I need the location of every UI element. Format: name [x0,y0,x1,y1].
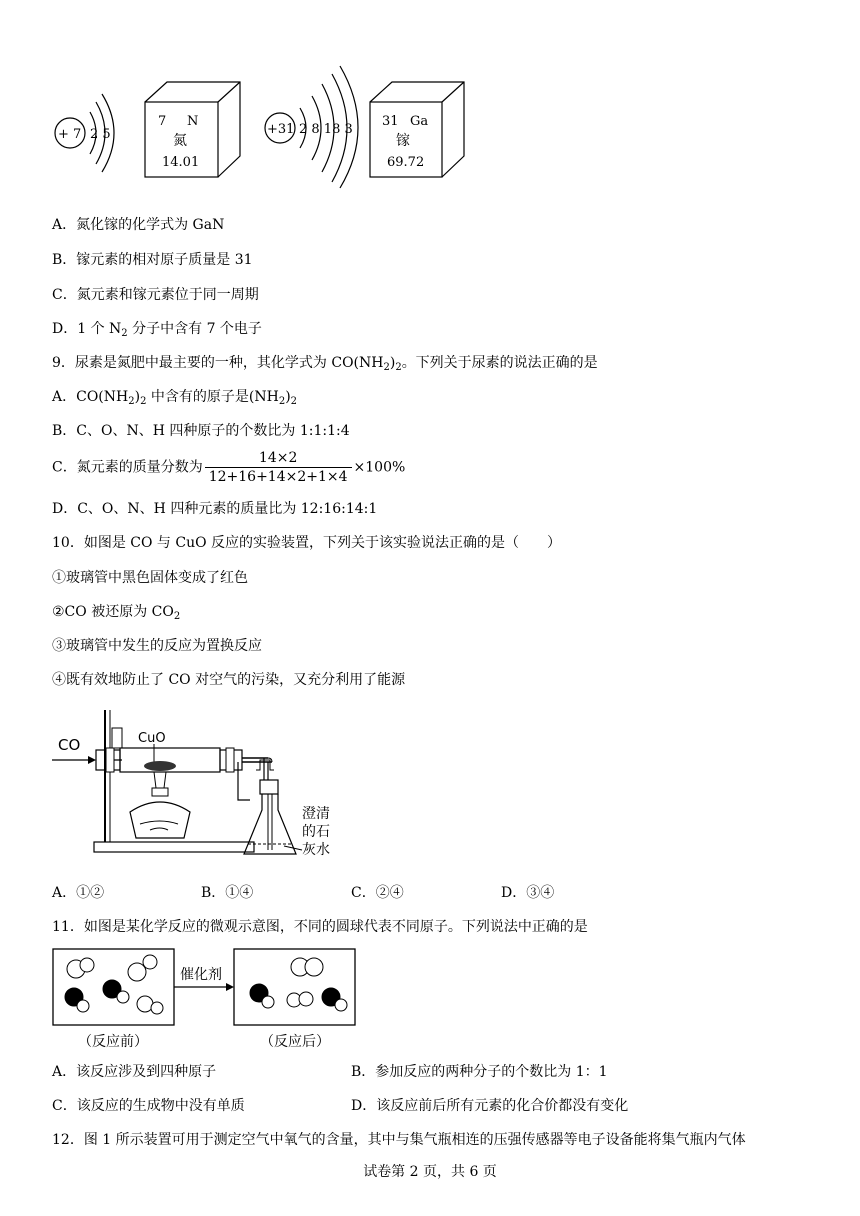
q12-stem: 12．图 1 所示装置可用于测定空气中氧气的含量，其中与集气瓶相连的压强传感器等电子设备能将集气瓶内气体 [52,1132,746,1148]
q9-option-c: C．氮元素的质量分数为 $\frac{14\times 2}{12+16+14\times 2+1\times 4}$ ×100% [52,450,406,485]
gallium-atom-diagram [265,66,358,188]
q8-option-b: B．镓元素的相对原子质量是 31 [52,252,253,268]
atom-structure-figure [40,60,480,190]
page-footer: 试卷第 2 页，共 6 页 [363,1164,497,1180]
gallium-element-cell [370,82,464,177]
q10-option-a: A．①② [52,885,105,901]
q10-statement-4: ④既有效地防止了 CO 对空气的污染，又充分利用了能源 [52,672,406,688]
reaction-micro-diagram [50,945,370,1055]
ga-symbol: Ga [410,114,429,129]
q10-statement-1: ①玻璃管中黑色固体变成了红色 [52,570,248,586]
mass-fraction-formula: $\frac{14\times 2}{12+16+14\times 2+1\times 4}$ [205,449,352,486]
q11-option-a: A．该反应涉及到四种原子 [52,1064,217,1080]
co-cuo-apparatus-figure [50,700,350,860]
n-atomic-number: 7 [158,114,167,129]
q8-option-c: C．氮元素和镓元素位于同一周期 [52,287,259,303]
q8-option-a: A．氮化镓的化学式为 GaN [52,217,225,233]
limewater-label-1: 澄清 [302,806,330,822]
limewater-label-2: 的石 [302,824,330,840]
q10-statement-3: ③玻璃管中发生的反应为置换反应 [52,638,262,654]
q10-stem: 10．如图是 CO 与 CuO 反应的实验装置，下列关于该实验说法正确的是（ ） [52,535,562,551]
nitrogen-atom-diagram [55,94,114,172]
limewater-label-3: 灰水 [302,842,330,858]
ga-nucleus-label: +31 [267,122,295,137]
q8-option-d: D．1 个 $N_2$ 分子中含有 7 个电子 [52,321,262,339]
before-reaction-box [53,949,174,1025]
q11-option-c: C．该反应的生成物中没有单质 [52,1098,245,1114]
after-reaction-label: （反应后） [260,1034,330,1050]
ga-mass: 69.72 [387,155,425,170]
q10-option-b: B．①④ [201,885,254,901]
after-reaction-box [234,949,355,1025]
n-shell-electrons: 2 5 [90,127,111,142]
n-symbol: N [187,114,199,129]
n-name: 氮 [173,133,187,149]
ga-shell-electrons: 2 8 18 3 [299,122,353,137]
q9-stem: 9．尿素是氮肥中最主要的一种，其化学式为 $CO(NH_2)_2$。下列关于尿素的说法正确的是 [52,355,598,373]
n-mass: 14.01 [162,155,200,170]
q10-statement-2: ②CO 被还原为 $CO_2$ [52,604,181,622]
nitrogen-element-cell [145,82,240,177]
q9-option-a: A．$CO(NH_2)_2$ 中含有的原子是$(NH_2)_2$ [52,389,298,407]
cuo-label: CuO [138,731,166,746]
co-inlet-label: CO [58,736,81,754]
q10-option-d: D．③④ [501,885,555,901]
catalyst-label: 催化剂 [180,967,222,983]
ga-atomic-number: 31 [382,114,399,129]
n-nucleus-label: + 7 [58,127,82,142]
q11-stem: 11．如图是某化学反应的微观示意图，不同的圆球代表不同原子。下列说法中正确的是 [52,919,588,935]
q11-option-d: D．该反应前后所有元素的化合价都没有变化 [351,1098,629,1114]
before-reaction-label: （反应前） [78,1034,148,1050]
q11-option-b: B．参加反应的两种分子的个数比为 1：1 [351,1064,608,1080]
q9-option-d: D．C、O、N、H 四种元素的质量比为 12:16:14:1 [52,501,378,517]
ga-name: 镓 [396,133,410,149]
q9-option-b: B．C、O、N、H 四种原子的个数比为 1:1:1:4 [52,423,350,439]
q10-option-c: C．②④ [351,885,404,901]
